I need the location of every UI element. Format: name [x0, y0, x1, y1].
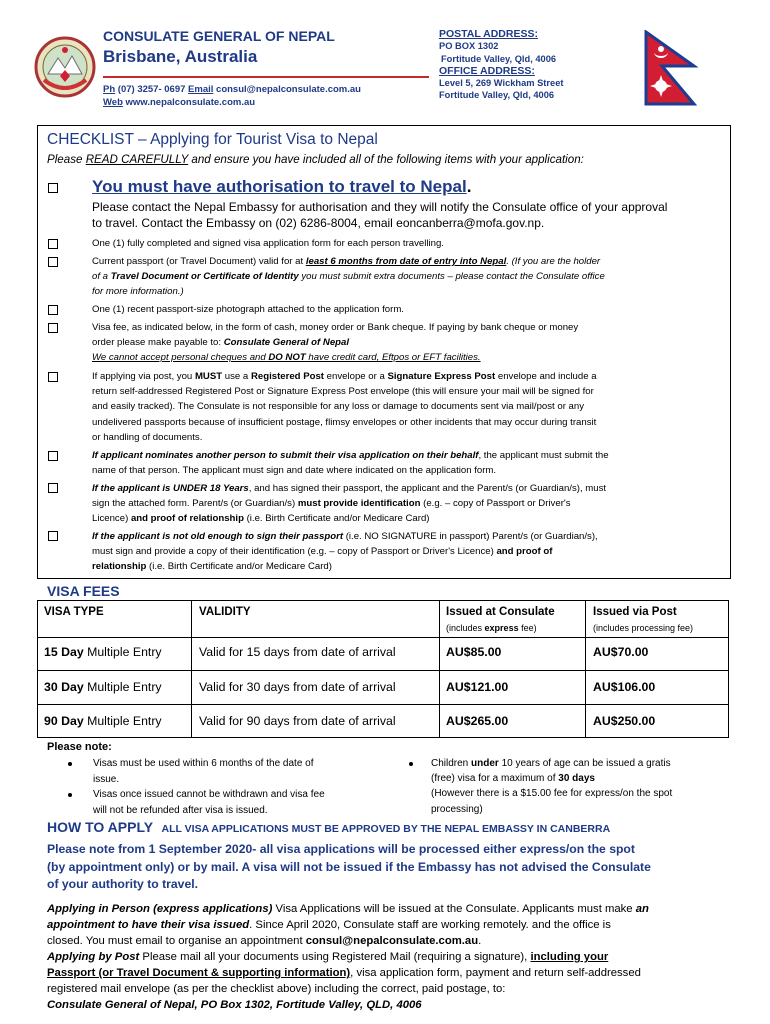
young-text-1: If the applicant is not old enough to sign their passport — [92, 531, 344, 542]
note-3c: 10 years of age can be issued a gratis — [501, 758, 671, 769]
item-visa-fee — [92, 320, 724, 366]
intro-text-start: Please — [47, 153, 83, 166]
notice-line1: Please note from 1 September 2020- all visa applications will be processed either express/on the spot — [47, 842, 635, 856]
person-appointment: appointment to have their visa issued — [47, 919, 250, 931]
passport-text-1: Current passport (or Travel Document) valid for at — [92, 256, 304, 267]
intro-read-carefully: READ CAREFULLY — [85, 153, 189, 166]
checkbox-nominate[interactable] — [48, 451, 58, 461]
note-3f: (However there is a $15.00 fee for express/on the spot — [431, 788, 673, 800]
note-2b: will not be refunded after visa is issued. — [93, 804, 268, 816]
u18-relationship: and proof of relationship — [130, 513, 244, 525]
u18-text-6: Licence) — [92, 513, 129, 525]
row-days: 15 Day — [44, 645, 84, 659]
phone-number[interactable]: (07) 3257- 0697 — [117, 84, 186, 95]
fee-text-2: order please make payable to: — [92, 337, 222, 349]
consulate-name: CONSULATE GENERAL OF NEPAL — [103, 28, 335, 44]
visa-fees-title: VISA FEES — [47, 583, 120, 599]
sub-consulate-express: express — [484, 623, 519, 633]
contact-web-line — [103, 97, 255, 108]
header-issued-post: Issued via Post — [593, 606, 677, 618]
row-validity: Valid for 90 days from date of arrival — [199, 714, 396, 728]
sub-consulate-1: (includes — [446, 623, 483, 633]
header-validity: VALIDITY — [199, 606, 251, 618]
phone-label: Ph — [103, 84, 116, 95]
row-consulate-fee: AU$265.00 — [446, 714, 509, 728]
note-3e: 30 days — [558, 773, 595, 785]
young-proof: and proof of — [496, 546, 553, 558]
apply-by-post — [47, 949, 641, 1013]
post-text-1c: use a — [224, 371, 249, 382]
please-note-heading: Please note: — [47, 741, 112, 753]
fee-text-4: We cannot accept personal cheques and — [92, 352, 266, 364]
checkbox-authorisation[interactable] — [48, 183, 58, 193]
nepal-emblem-logo — [34, 36, 96, 98]
nominate-text-1: If applicant nominates another person to submit their visa application on their behalf — [92, 450, 479, 461]
item-too-young — [92, 529, 724, 575]
post-signature-express: Signature Express Post — [387, 371, 496, 382]
fee-payee: Consulate General of Nepal — [223, 337, 350, 349]
checklist-title: CHECKLIST – Applying for Tourist Visa to Nepal — [47, 131, 378, 148]
office-line2: Fortitude Valley, Qld, 4006 — [439, 90, 555, 101]
nepal-flag-icon — [644, 30, 698, 106]
postal-line1: PO BOX 1302 — [439, 41, 499, 52]
person-text-2: an — [635, 903, 649, 915]
office-line1: Level 5, 269 Wickham Street — [439, 78, 564, 89]
apply-in-person: Applying in Person (express applications) Visa Applications will be issued at the Consulate. Applicants must make an appointment to have their visa issued. Since April 2020, Consulate staff are working remotely. and the office is closed. You must email to organise an appointment consul@nepalconsulate.com.au. — [47, 903, 649, 947]
person-text-5: closed. You must email to organise an appointment — [47, 935, 303, 947]
email-link[interactable]: consul@nepalconsulate.com.au — [216, 84, 361, 95]
fee-do-not: DO NOT — [268, 352, 306, 364]
notice-line3: of your authority to travel. — [47, 877, 199, 891]
authorisation-heading-text: You must have authorisation to travel to Nepal — [92, 177, 467, 196]
subheader-consulate — [446, 623, 537, 633]
intro-text-end: and ensure you have included all of the following items with your application: — [191, 153, 584, 166]
header-issued-consulate: Issued at Consulate — [446, 606, 555, 618]
post-must: MUST — [194, 371, 223, 382]
fees-table — [37, 600, 729, 738]
office-heading: OFFICE ADDRESS: — [439, 64, 535, 77]
how-to-apply-heading: HOW TO APPLY — [47, 819, 154, 835]
table-row — [44, 714, 162, 728]
post-text-1a: If applying via post, you — [92, 371, 193, 382]
checklist-intro — [47, 153, 584, 166]
item-nominate — [92, 448, 724, 478]
post-text-3: and easily tracked). The Consulate is not responsible for any loss or damage to documents sent via mail/post or any — [92, 401, 585, 413]
item-under-18 — [92, 481, 724, 527]
post-text-1e: envelope or a — [326, 371, 385, 382]
post-apply-text-5: registered mail envelope (as per the checklist above) including the correct, paid postage, to: — [47, 983, 506, 995]
passport-six-months: least 6 months from date of entry into Nepal — [305, 256, 507, 267]
email-label: Email — [188, 84, 214, 95]
passport-text-4: of a — [92, 271, 109, 283]
post-apply-text-1: Please mail all your documents using Registered Mail (requiring a signature), — [142, 951, 528, 963]
note-3b: under — [471, 758, 499, 769]
authorisation-text — [92, 200, 667, 231]
postal-line2: Fortitude Valley, Qld, 4006 — [441, 53, 557, 64]
young-text-2: (i.e. NO SIGNATURE in passport) Parent/s (or Guardian/s), — [345, 531, 598, 542]
row-days: 30 Day — [44, 680, 84, 694]
postal-address-line: Consulate General of Nepal, PO Box 1302, Fortitude Valley, QLD, 4006 — [47, 999, 422, 1011]
u18-identification: must provide identification — [297, 498, 421, 510]
row-post-fee: AU$70.00 — [593, 645, 649, 659]
september-notice — [47, 841, 651, 894]
row-post-fee: AU$106.00 — [593, 680, 656, 694]
table-row — [44, 680, 162, 694]
u18-text-5: (e.g. – copy of Passport or Driver's — [423, 498, 571, 510]
authorisation-text-line2: to travel. Contact the Embassy on (02) 6286-8004, email eoncanberra@mofa.gov.np. — [92, 215, 545, 230]
passport-text-3: . (If you are the holder — [506, 256, 601, 267]
nominate-text-2: , the applicant must submit the — [478, 450, 609, 461]
checkbox-too-young[interactable] — [48, 531, 58, 541]
note-3g: processing) — [431, 803, 483, 815]
fee-text-1: Visa fee, as indicated below, in the form of cash, money order or Bank cheque. If paying by bank cheque or money — [92, 322, 579, 333]
note-1a: Visas must be used within 6 months of the date of — [93, 758, 314, 769]
checkbox-visa-fee[interactable] — [48, 323, 58, 333]
checkbox-under-18[interactable] — [48, 483, 58, 493]
row-days: 90 Day — [44, 714, 84, 728]
note-validity — [93, 756, 314, 787]
person-text-4: . Since April 2020, Consulate staff are working remotely. and the office is — [249, 919, 611, 931]
how-to-apply-subheading: ALL VISA APPLICATIONS MUST BE APPROVED BY THE NEPAL EMBASSY IN CANBERRA — [161, 823, 611, 835]
address-block — [439, 28, 563, 102]
header-divider — [103, 76, 429, 78]
note-children — [431, 756, 672, 817]
person-email-link[interactable]: consul@nepalconsulate.com.au — [305, 935, 479, 947]
person-text-1: Visa Applications will be issued at the Consulate. Applicants must make — [275, 903, 633, 915]
bullet-icon — [68, 762, 72, 766]
row-type: Multiple Entry — [87, 645, 162, 659]
post-text-2: return self-addressed Registered Post or Signature Express Post envelope (this will ensure your mail will be signed for — [92, 386, 594, 398]
checkbox-photo[interactable] — [48, 305, 58, 315]
u18-text-8: (i.e. Birth Certificate and/or Medicare Card) — [246, 513, 430, 525]
post-apply-text-4: , visa application form, payment and return self-addressed — [350, 967, 641, 979]
consulate-city: Brisbane, Australia — [103, 47, 258, 66]
postal-heading: POSTAL ADDRESS: — [439, 28, 538, 40]
checkbox-application-form[interactable] — [48, 239, 58, 249]
item-post — [92, 369, 724, 445]
bullet-icon — [409, 762, 413, 766]
nominate-text-3: name of that person. The applicant must sign and date where indicated on the application form. — [92, 465, 497, 477]
item-photo: One (1) recent passport-size photograph attached to the application form. — [92, 304, 404, 315]
row-post-fee: AU$250.00 — [593, 714, 656, 728]
passport-travel-document: Travel Document or Certificate of Identity — [110, 271, 299, 283]
note-2a: Visas once issued cannot be withdrawn and visa fee — [93, 789, 325, 800]
table-row — [44, 645, 162, 659]
header-visa-type: VISA TYPE — [44, 606, 104, 618]
row-type: Multiple Entry — [87, 714, 162, 728]
how-to-apply-title — [47, 819, 610, 837]
row-validity: Valid for 30 days from date of arrival — [199, 680, 396, 694]
authorisation-heading: You must have authorisation to travel to Nepal. — [92, 177, 472, 196]
notice-line2: (by appointment only) or by mail. A visa will not be issued if the Embassy has not advised the Consulate — [47, 859, 651, 874]
person-label: Applying in Person (express applications) — [47, 903, 273, 915]
young-text-6: (i.e. Birth Certificate and/or Medicare Card) — [149, 561, 332, 573]
note-1b: issue. — [93, 773, 120, 785]
post-apply-text-2: including your — [530, 951, 609, 963]
post-label: Applying by Post — [47, 951, 140, 963]
post-text-1g: envelope and include a — [497, 371, 597, 382]
fee-text-6: have credit card, Eftpos or EFT facilities. — [308, 352, 481, 364]
post-text-5: or handling of documents. — [92, 431, 203, 443]
note-3a: Children — [431, 758, 469, 769]
bullet-icon — [68, 793, 72, 797]
post-apply-passport: Passport (or Travel Document & supporting information) — [47, 967, 351, 979]
item-application-form: One (1) fully completed and signed visa application form for each person travelling. — [92, 238, 444, 249]
row-validity: Valid for 15 days from date of arrival — [199, 645, 396, 659]
passport-text-6: you must submit extra documents – please contact the Consulate office — [301, 271, 605, 283]
young-relationship: relationship — [92, 561, 147, 573]
u18-text-1: If the applicant is UNDER 18 Years — [92, 483, 249, 494]
sub-consulate-3: fee) — [521, 623, 537, 633]
web-label: Web — [103, 97, 123, 108]
row-consulate-fee: AU$85.00 — [446, 645, 502, 659]
u18-text-2: , and has signed their passport, the applicant and the Parent/s (or Guardian/s), must — [248, 483, 607, 494]
row-type: Multiple Entry — [87, 680, 162, 694]
authorisation-text-line1: Please contact the Nepal Embassy for authorisation and they will notify the Consulate office of your approval — [92, 200, 668, 214]
web-link[interactable]: www.nepalconsulate.com.au — [125, 97, 256, 108]
note-refund — [93, 787, 325, 818]
checkbox-post[interactable] — [48, 372, 58, 382]
subheader-post: (includes processing fee) — [593, 623, 694, 633]
passport-text-7: for more information.) — [92, 286, 184, 298]
post-registered: Registered Post — [250, 371, 324, 382]
note-3d: (free) visa for a maximum of — [431, 773, 556, 785]
row-consulate-fee: AU$121.00 — [446, 680, 509, 694]
post-text-4: undelivered passports because of insufficient postage, flimsy envelopes or other incidents that may occur during transit — [92, 416, 597, 428]
checkbox-passport[interactable] — [48, 257, 58, 267]
young-text-3: must sign and provide a copy of their identification (e.g. – copy of Passport or Driver's Licence) — [92, 546, 494, 558]
contact-phone-line — [103, 84, 361, 95]
item-passport — [92, 254, 724, 300]
u18-text-3: sign the attached form. Parent/s (or Guardian/s) — [92, 498, 296, 510]
